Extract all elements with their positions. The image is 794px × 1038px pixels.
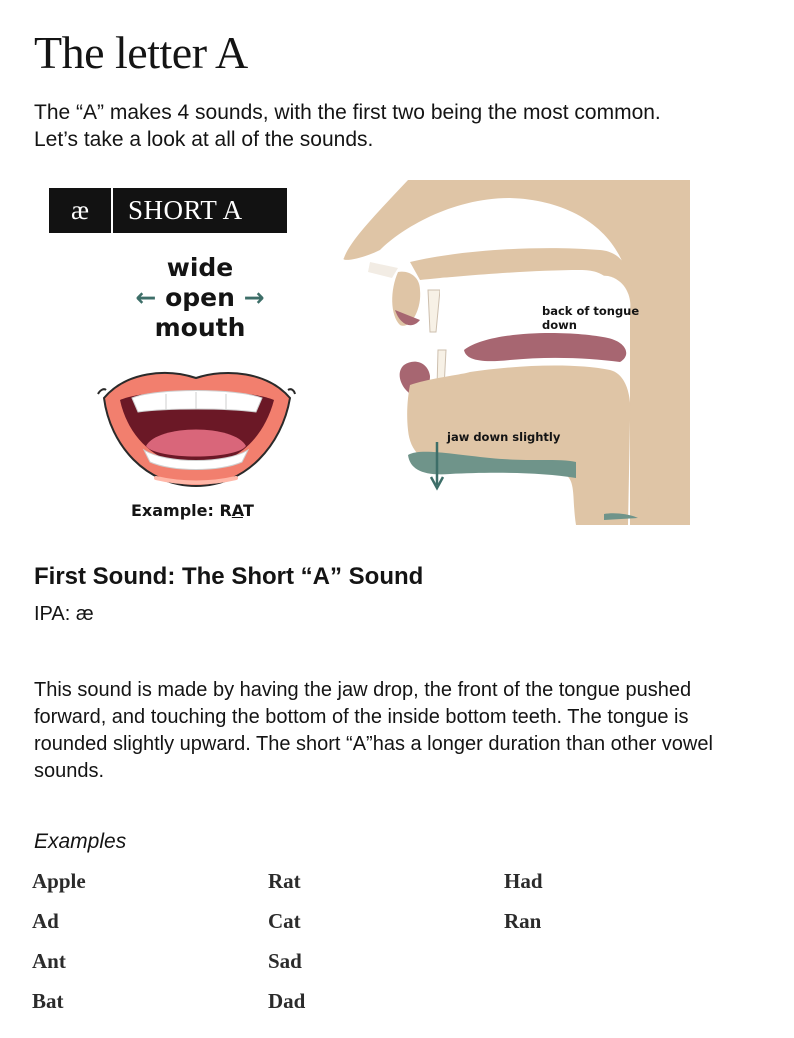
arrow-left-icon: ← [135,283,157,312]
arrow-right-icon: → [243,283,265,312]
example-word: Ant [32,949,66,973]
example-word: Cat [268,909,301,933]
mouth-hint-line2 [100,283,300,313]
example-caption-underlined: A [231,501,243,520]
example-caption-prefix: Example: R [131,501,232,520]
mouth-hint-word: open [165,283,235,312]
ipa-line: IPA: æ [34,603,94,625]
section-description: This sound is made by having the jaw drop, the front of the tongue pushed forward, and touching the bottom of the inside bottom teeth. The tongue is rounded slightly upward. The short “A”has a longer duration than other vowel sounds. [34,679,713,782]
mouth-hint [100,253,300,343]
badge-symbol: æ [49,188,113,233]
example-word: Dad [268,989,306,1013]
example-caption-suffix: T [242,501,254,520]
example-word: Bat [32,989,64,1013]
section-heading: First Sound: The Short “A” Sound [34,563,424,590]
page-title: The letter A [34,27,248,78]
example-word: Had [504,869,543,893]
example-caption [131,501,254,520]
example-word: Sad [268,949,302,973]
example-word: Apple [32,869,86,893]
example-word: Ran [504,909,542,933]
example-word: Rat [268,869,301,893]
examples-grid [32,866,752,1016]
mouth-hint-line1: wide [166,253,234,282]
examples-label: Examples [34,830,127,853]
jaw-label: jaw down slightly [447,430,561,444]
vocal-tract-illustration [340,180,690,530]
mouth-hint-line3: mouth [154,313,246,342]
back-tongue-label: back of tongue down [542,304,640,332]
badge-name: SHORT A [128,195,243,225]
sound-badge [49,188,287,233]
example-word [504,986,740,1016]
intro-paragraph: The “A” makes 4 sounds, with the first two being the most common. Let’s take a look at all of the sounds. [34,101,661,151]
example-word: Ad [32,909,59,933]
example-word [504,946,740,976]
open-mouth-illustration [96,350,296,490]
